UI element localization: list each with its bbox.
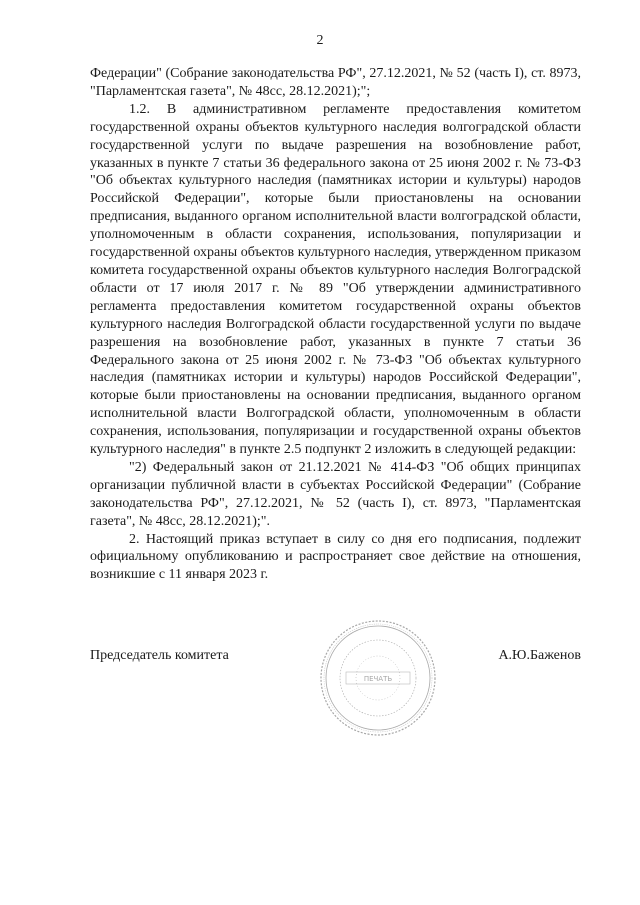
page-number: 2: [316, 33, 324, 48]
svg-text:ПЕЧАТЬ: ПЕЧАТЬ: [363, 675, 393, 683]
document-body: [90, 65, 581, 584]
paragraph-1-2: 1.2. В административном регламенте предоставления комитетом государственной охраны объектов культурного наследия волгоградской области государственной услуги по выдаче разрешения на возобновление работ, указанных в пункте 7 статьи 36 федерального закона от 25 июня 2002 г. № 73-ФЗ "Об объектах культурного наследия (памятниках истории и культуры) народов Российской Федерации", которые были приостановлены на основании предписания, выданного органом исполнительной власти волгоградской области, уполномоченным в области сохранения, использования, популяризации и государственной охраны объектов культурного наследия, утвержденном приказом комитета государственной охраны объектов культурного наследия Волгоградской области от 17 июля 2017 г. № 89 "Об утверждении административного регламента предоставления комитетом государственной охраны объектов культурного наследия Волгоградской области государственной услуги по выдаче разрешения на возобновление работ, указанных в пункте 7 статьи 36 Федерального закона от 25 июня 2002 г. № 73-ФЗ "Об объектах культурного наследия (памятниках истории и культуры) народов Российской Федерации", которые были приостановлены на основании предписания, выданного органом исполнительной власти Волгоградской области, уполномоченным в области сохранения, использования, популяризации и государственной охраны объектов культурного наследия" в пункте 2.5 подпункт 2 изложить в следующей редакции:: [90, 101, 581, 458]
official-seal-stamp: [318, 618, 438, 738]
paragraph-continuation: Федерации" (Собрание законодательства РФ", 27.12.2021, № 52 (часть I), ст. 8973, "Парламентская газета", № 48сс, 28.12.2021);";: [90, 66, 581, 99]
signatory-title: Председатель комитета: [90, 648, 229, 663]
paragraph-quoted-law: "2) Федеральный закон от 21.12.2021 № 414-ФЗ "Об общих принципах организации публичной власти в субъектах Российской Федерации" (Собрание законодательства РФ", 27.12.2021, № 52 (часть I), ст. 8973, "Парламентская газета", № 48сс, 28.12.2021);".: [90, 459, 581, 529]
paragraph-2-effective: 2. Настоящий приказ вступает в силу со дня его подписания, подлежит официальному опубликованию и распространяет свое действие на отношения, возникшие с 11 января 2023 г.: [90, 531, 581, 583]
signatory-name: А.Ю.Баженов: [498, 648, 581, 663]
